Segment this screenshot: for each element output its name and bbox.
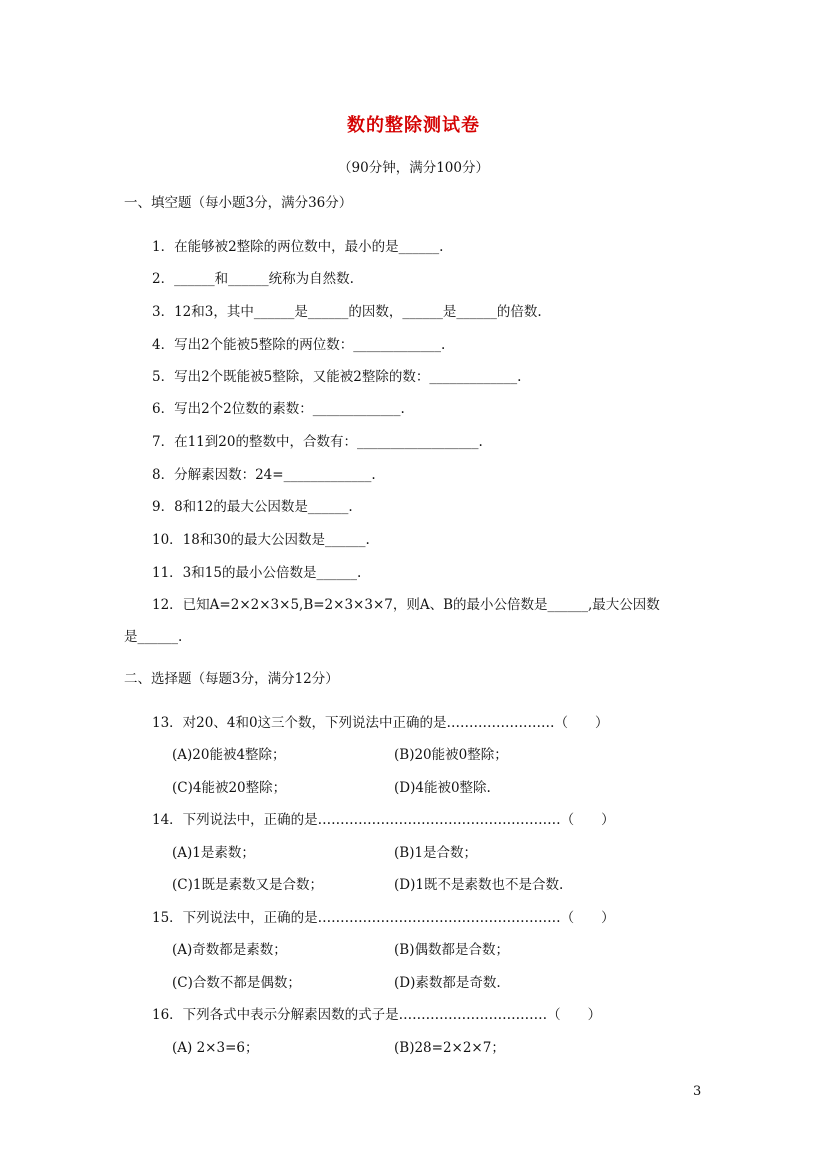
question-3: 3．12和3，其中______是______的因数，______是______的倍数.	[152, 304, 542, 320]
question-9: 9．8和12的最大公因数是______.	[152, 499, 353, 515]
page-number: 3	[693, 1084, 702, 1099]
question-13-option-a: (A)20能被4整除；	[172, 747, 286, 763]
question-11: 11．3和15的最小公倍数是______.	[152, 565, 362, 581]
question-1: 1．在能够被2整除的两位数中，最小的是______.	[152, 239, 444, 255]
question-13: 13．对20、4和0这三个数，下列说法中正确的是……………………（ ）	[152, 715, 609, 731]
question-6: 6．写出2个2位数的素数：_____________.	[152, 401, 405, 417]
section-heading-multiple-choice: 二、选择题（每题3分，满分12分）	[124, 671, 339, 687]
question-4: 4．写出2个能被5整除的两位数：_____________.	[152, 337, 446, 353]
page-title: 数的整除测试卷	[347, 115, 480, 136]
question-5: 5．写出2个既能被5整除，又能被2整除的数：_____________.	[152, 369, 522, 385]
question-2: 2．______和______统称为自然数.	[152, 271, 354, 287]
question-15: 15．下列说法中，正确的是………………………………………………（ ）	[152, 910, 615, 926]
question-14: 14．下列说法中，正确的是………………………………………………（ ）	[152, 812, 615, 828]
question-13-option-c: (C)4能被20整除；	[172, 780, 287, 796]
question-14-option-a: (A)1是素数；	[172, 845, 255, 861]
question-8: 8．分解素因数：24=_____________.	[152, 467, 376, 483]
question-13-option-d: (D)4能被0整除.	[394, 780, 491, 796]
question-13-option-b: (B)20能被0整除；	[394, 747, 508, 763]
question-12: 12．已知A=2×2×3×5,B=2×3×3×7，则A、B的最小公倍数是______,最大公因数	[152, 597, 660, 613]
question-15-option-b: (B)偶数都是合数；	[394, 942, 509, 958]
question-15-option-a: (A)奇数都是素数；	[172, 942, 287, 958]
question-10: 10．18和30的最大公因数是______.	[152, 532, 370, 548]
page-subtitle: （90分钟，满分100分）	[338, 160, 489, 176]
question-14-option-d: (D)1既不是素数也不是合数.	[394, 877, 564, 893]
question-14-option-b: (B)1是合数；	[394, 845, 478, 861]
question-16: 16．下列各式中表示分解素因数的式子是……………………………（ ）	[152, 1007, 602, 1023]
question-12-continued: 是______.	[124, 629, 183, 645]
section-heading-fill-blank: 一、填空题（每小题3分，满分36分）	[124, 195, 353, 211]
question-16-option-a: (A) 2×3=6；	[172, 1040, 259, 1056]
question-15-option-c: (C)合数不都是偶数；	[172, 975, 301, 991]
question-14-option-c: (C)1既是素数又是合数；	[172, 877, 323, 893]
question-7: 7．在11到20的整数中，合数有：__________________.	[152, 434, 483, 450]
question-16-option-b: (B)28=2×2×7；	[394, 1040, 505, 1056]
question-15-option-d: (D)素数都是奇数.	[394, 975, 501, 991]
